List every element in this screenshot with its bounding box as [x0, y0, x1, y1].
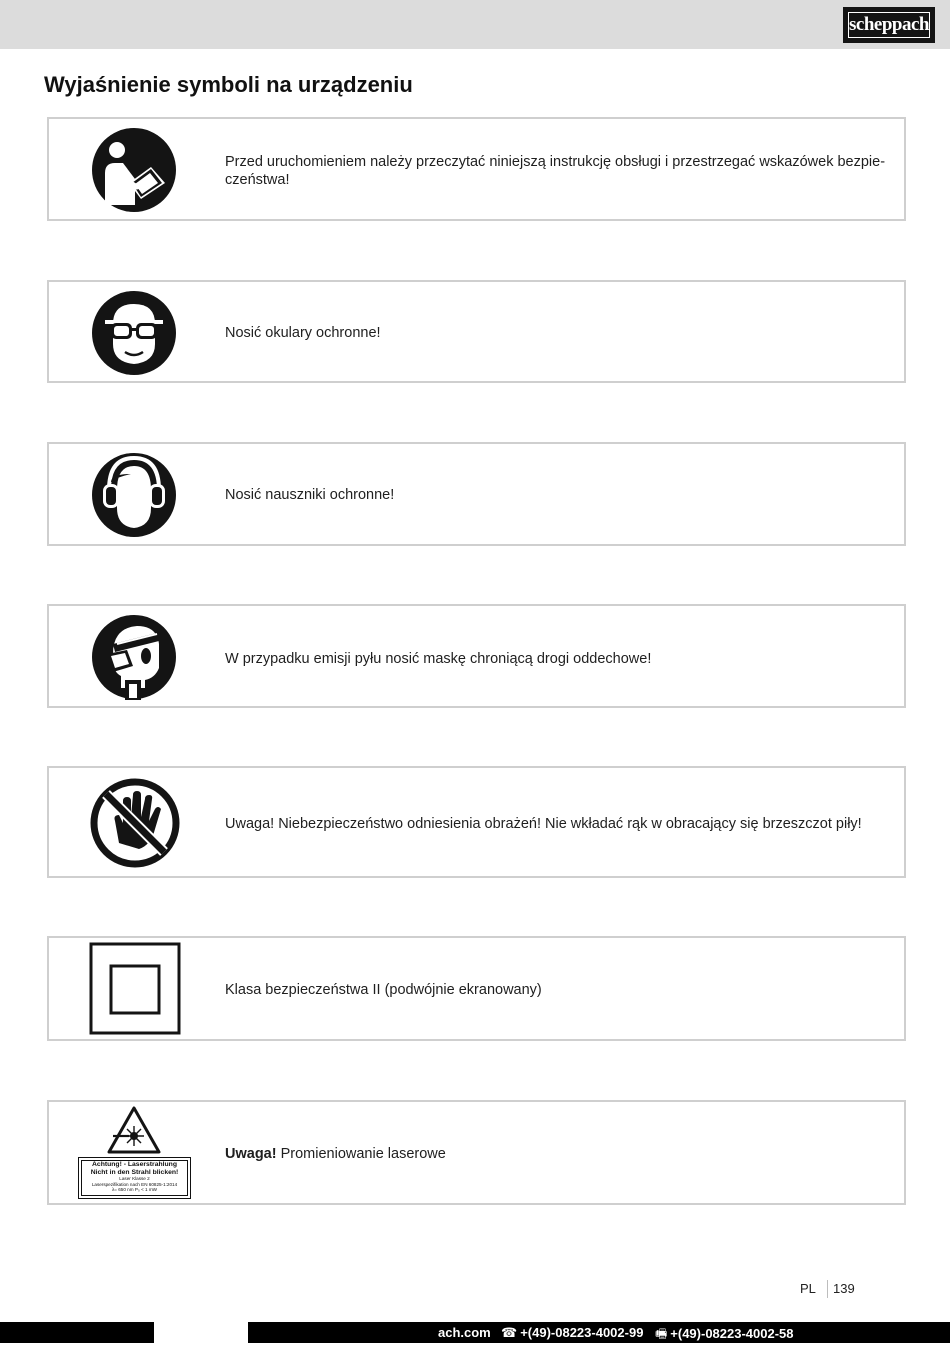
symbol-description: [225, 153, 890, 189]
safety-goggles-icon: [91, 290, 177, 376]
symbol-row-class-ii: [47, 936, 906, 1041]
brand-logo: [843, 7, 935, 43]
laser-label-line-4: Laserspezifikation nach EN 60825-1:2014: [91, 1181, 178, 1187]
symbol-description: Uwaga! Niebezpieczeństwo odniesienia obrażeń! Nie wkładać rąk w obracający się brzeszczot piły!: [225, 816, 862, 832]
symbol-description: Nosić nauszniki ochronne!: [225, 487, 395, 503]
no-hands-icon: [89, 777, 181, 869]
read-manual-icon: [91, 127, 177, 213]
page-number: 139: [833, 1281, 855, 1296]
symbol-row-dust-mask: [47, 604, 906, 708]
laser-label-line-1: Achtung! - Laserstrahlung: [92, 1161, 177, 1168]
symbol-row-ear-protection: [47, 442, 906, 546]
symbol-description: W przypadku emisji pyłu nosić maskę chroniącą drogi oddechowe!: [225, 651, 652, 667]
footer-phone-number: +(49)-08223-4002-99: [520, 1325, 644, 1340]
symbol-description: [225, 1145, 890, 1163]
symbol-description: Nosić okulary ochronne!: [225, 325, 381, 341]
brand-logo-text: scheppach: [848, 12, 930, 38]
top-bar: [0, 0, 950, 49]
footer-fax-number: +(49)-08223-4002-58: [670, 1326, 794, 1341]
laser-label-line-2: Nicht in den Strahl blicken!: [90, 1168, 179, 1176]
page-title: Wyjaśnienie symboli na urządzeniu: [44, 72, 413, 97]
ear-protection-icon: [91, 452, 177, 538]
symbol-description: Klasa bezpieczeństwa II (podwójnie ekranowany): [225, 982, 542, 998]
footer-fax: [655, 1325, 794, 1345]
laser-label-line-5: λ= 650 nm P₀ < 1 mW: [111, 1187, 158, 1193]
page-language: PL: [800, 1281, 816, 1296]
footer-bar-gap: [154, 1322, 248, 1343]
footer-phone: [501, 1325, 643, 1341]
phone-icon: ☎: [501, 1325, 518, 1340]
symbol-row-laser-warning: [47, 1100, 906, 1205]
laser-warning-label: [78, 1157, 191, 1199]
symbol-description-line-1: Przed uruchomieniem należy przeczytać niniejszą instrukcję obsługi i przestrzegać wskazówek bezpie-: [225, 154, 886, 170]
footer-website: ach.com: [438, 1325, 491, 1340]
class-ii-icon: [89, 942, 181, 1035]
fax-icon: 🖷: [655, 1326, 668, 1341]
symbol-row-no-hands: [47, 766, 906, 878]
symbol-description-bold: Uwaga!: [225, 1146, 277, 1162]
symbol-description-rest: Promieniowanie laserowe: [276, 1146, 446, 1162]
page-number-divider: [827, 1280, 828, 1298]
dust-mask-icon: [91, 614, 177, 700]
laser-warning-icon: [107, 1106, 161, 1154]
laser-label-line-3: Laser Klasse 2: [119, 1176, 150, 1181]
symbol-row-safety-goggles: [47, 280, 906, 383]
symbol-description-line-2: czeństwa!: [225, 172, 290, 188]
symbol-row-read-manual: [47, 117, 906, 221]
